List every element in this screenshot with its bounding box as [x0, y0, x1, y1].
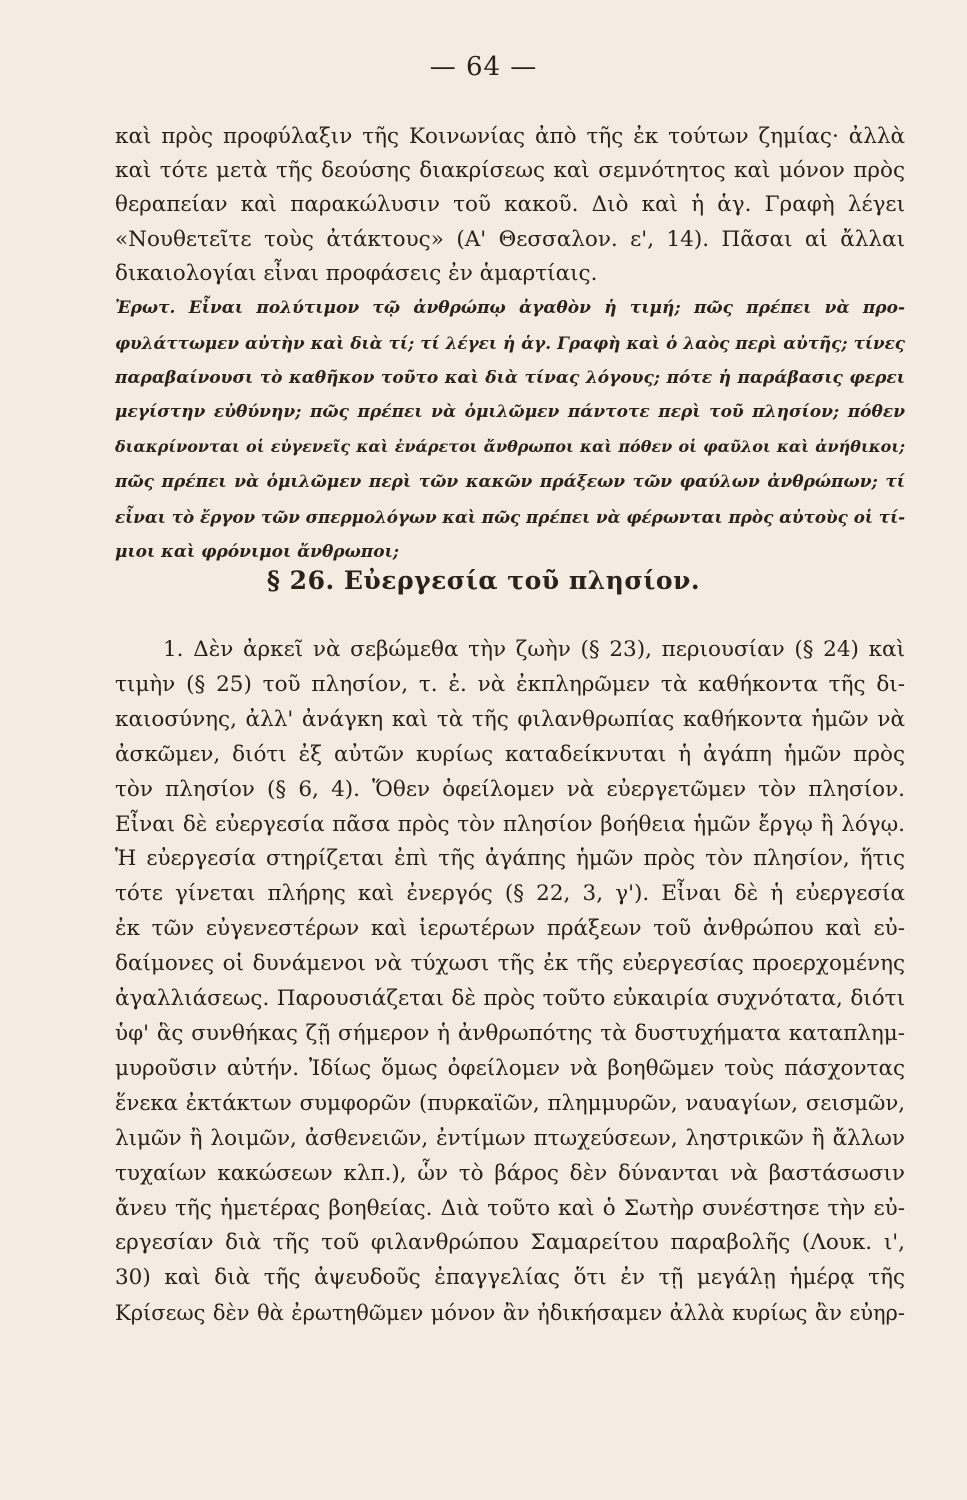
review-questions	[115, 291, 905, 569]
text-line: δικαιολογίαι εἶναι προφάσεις ἐν ἁμαρτίαις.	[115, 260, 598, 286]
question-line: εἶναι τὸ ἔργον τῶν σπερμολόγων καὶ πῶς πρέπει νὰ φέρωνται πρὸς αὐτοὺς οἱ τί-	[115, 506, 905, 527]
text-line: 30) καὶ διὰ τῆς ἀψευδοῦς ἐπαγγελίας ὅτι ἐν τῇ μεγάλῃ ἡμέρᾳ τῆς	[115, 1265, 905, 1291]
question-line: Ἐρωτ. Εἶναι πολύτιμον τῷ ἀνθρώπῳ ἀγαθὸν ἡ τιμή; πῶς πρέπει νὰ προ-	[115, 298, 905, 318]
text-line: τυχαίων κακώσεων κλπ.), ὧν τὸ βάρος δὲν δύνανται νὰ βαστάσωσιν	[115, 1160, 905, 1186]
text-line: ἀγαλλιάσεως. Παρουσιάζεται δὲ πρὸς τοῦτο εὐκαιρία συχνότατα, διότι	[115, 986, 905, 1012]
question-line: μεγίστην εὐθύνην; πῶς πρέπει νὰ ὁμιλῶμεν πάντοτε περὶ τοῦ πλησίον; πόθεν	[115, 402, 905, 423]
text-line: ἕνεκα ἐκτάκτων συμφορῶν (πυρκαϊῶν, πλημμυρῶν, ναυαγίων, σεισμῶν,	[115, 1090, 905, 1116]
text-line: ὑφ' ἃς συνθήκας ζῇ σήμερον ἡ ἀνθρωπότης τὰ δυστυχήματα καταπλημ-	[115, 1020, 905, 1046]
text-line: Εἶναι δὲ εὐεργεσία πᾶσα πρὸς τὸν πλησίον βοήθεια ἡμῶν ἔργῳ ἢ λόγῳ.	[115, 811, 905, 837]
question-line: παραβαίνουσι τὸ καθῆκον τοῦτο καὶ διὰ τίνας λόγους; πότε ἡ παράβασις φερει	[115, 367, 905, 388]
intro-paragraph	[115, 120, 905, 291]
text-line: λιμῶν ἢ λοιμῶν, ἀσθενειῶν, ἐντίμων πτωχεύσεων, ληστρικῶν ἢ ἄλλων	[115, 1125, 905, 1151]
text-line: καὶ πρὸς προφύλαξιν τῆς Κοινωνίας ἀπὸ τῆς ἐκ τούτων ζημίας· ἀλλὰ	[115, 124, 905, 149]
text-line: «Νουθετεῖτε τοὺς ἀτάκτους» (Α' Θεσσαλον. ε', 14). Πᾶσαι αἱ ἄλλαι	[115, 226, 905, 252]
text-line: μυροῦσιν αὐτήν. Ἰδίως ὅμως ὀφείλομεν νὰ βοηθῶμεν τοὺς πάσχοντας	[115, 1055, 905, 1081]
page-number: — 64 —	[429, 52, 538, 82]
question-line: πῶς πρέπει νὰ ὁμιλῶμεν περὶ τῶν κακῶν πράξεων τῶν φαύλων ἀνθρώπων; τί	[115, 471, 905, 492]
question-line: διακρίνονται οἱ εὐγενεῖς καὶ ἐνάρετοι ἄνθρωποι καὶ πόθεν οἱ φαῦλοι καὶ ἀνήθικοι;	[115, 437, 905, 457]
text-line: θεραπείαν καὶ παρακώλυσιν τοῦ κακοῦ. Διὸ καὶ ἡ ἁγ. Γραφὴ λέγει	[115, 192, 905, 218]
text-line: τότε γίνεται πλήρης καὶ ἐνεργός (§ 22, 3, γ'). Εἶναι δὲ ἡ εὐεργεσία	[115, 881, 905, 907]
text-line: εργεσίαν διὰ τῆς τοῦ φιλανθρώπου Σαμαρείτου παραβολῆς (Λουκ. ι',	[115, 1230, 905, 1256]
text-line: καὶ τότε μετὰ τῆς δεούσης διακρίσεως καὶ σεμνότητος καὶ μόνον πρὸς	[115, 158, 905, 184]
text-line: δαίμονες οἱ δυνάμενοι νὰ τύχωσι τῆς ἐκ τῆς εὐεργεσίας προερχομένης	[115, 951, 905, 977]
text-line: τιμὴν (§ 25) τοῦ πλησίον, τ. ἐ. νὰ ἐκπληρῶμεν τὰ καθήκοντα τῆς δι-	[115, 671, 905, 697]
text-line: 1. Δὲν ἀρκεῖ νὰ σεβώμεθα τὴν ζωὴν (§ 23), περιουσίαν (§ 24) καὶ	[163, 637, 905, 662]
text-line: τὸν πλησίον (§ 6, 4). Ὅθεν ὀφείλομεν νὰ εὐεργετῶμεν τὸν πλησίον.	[115, 776, 905, 802]
question-line: μιοι καὶ φρόνιμοι ἄνθρωποι;	[115, 541, 400, 562]
text-line: ἐκ τῶν εὐγενεστέρων καὶ ἱερωτέρων πράξεων τοῦ ἀνθρώπου καὶ εὐ-	[115, 916, 905, 942]
text-line: Κρίσεως δὲν θὰ ἐρωτηθῶμεν μόνον ἂν ἠδικήσαμεν ἀλλὰ κυρίως ἂν εὐηρ-	[115, 1301, 905, 1326]
text-line: καιοσύνης, ἀλλ' ἀνάγκη καὶ τὰ τῆς φιλανθρωπίας καθήκοντα ἡμῶν νὰ	[115, 706, 905, 732]
text-line: Ἡ εὐεργεσία στηρίζεται ἐπὶ τῆς ἀγάπης ἡμῶν πρὸς τὸν πλησίον, ἥτις	[115, 846, 905, 872]
question-line: φυλάττωμεν αὐτὴν καὶ διὰ τί; τί λέγει ἡ ἁγ. Γραφὴ καὶ ὁ λαὸς περὶ αὐτῆς; τίνες	[115, 332, 905, 353]
section-heading: § 26. Εὐεργεσία τοῦ πλησίον.	[266, 566, 701, 595]
text-line: ἄνευ τῆς ἡμετέρας βοηθείας. Διὰ τοῦτο καὶ ὁ Σωτὴρ συνέστησε τὴν εὐ-	[115, 1195, 905, 1221]
section-body	[115, 633, 905, 1331]
text-line: ἀσκῶμεν, διότι ἐξ αὐτῶν κυρίως καταδείκνυται ἡ ἀγάπη ἡμῶν πρὸς	[115, 741, 905, 767]
